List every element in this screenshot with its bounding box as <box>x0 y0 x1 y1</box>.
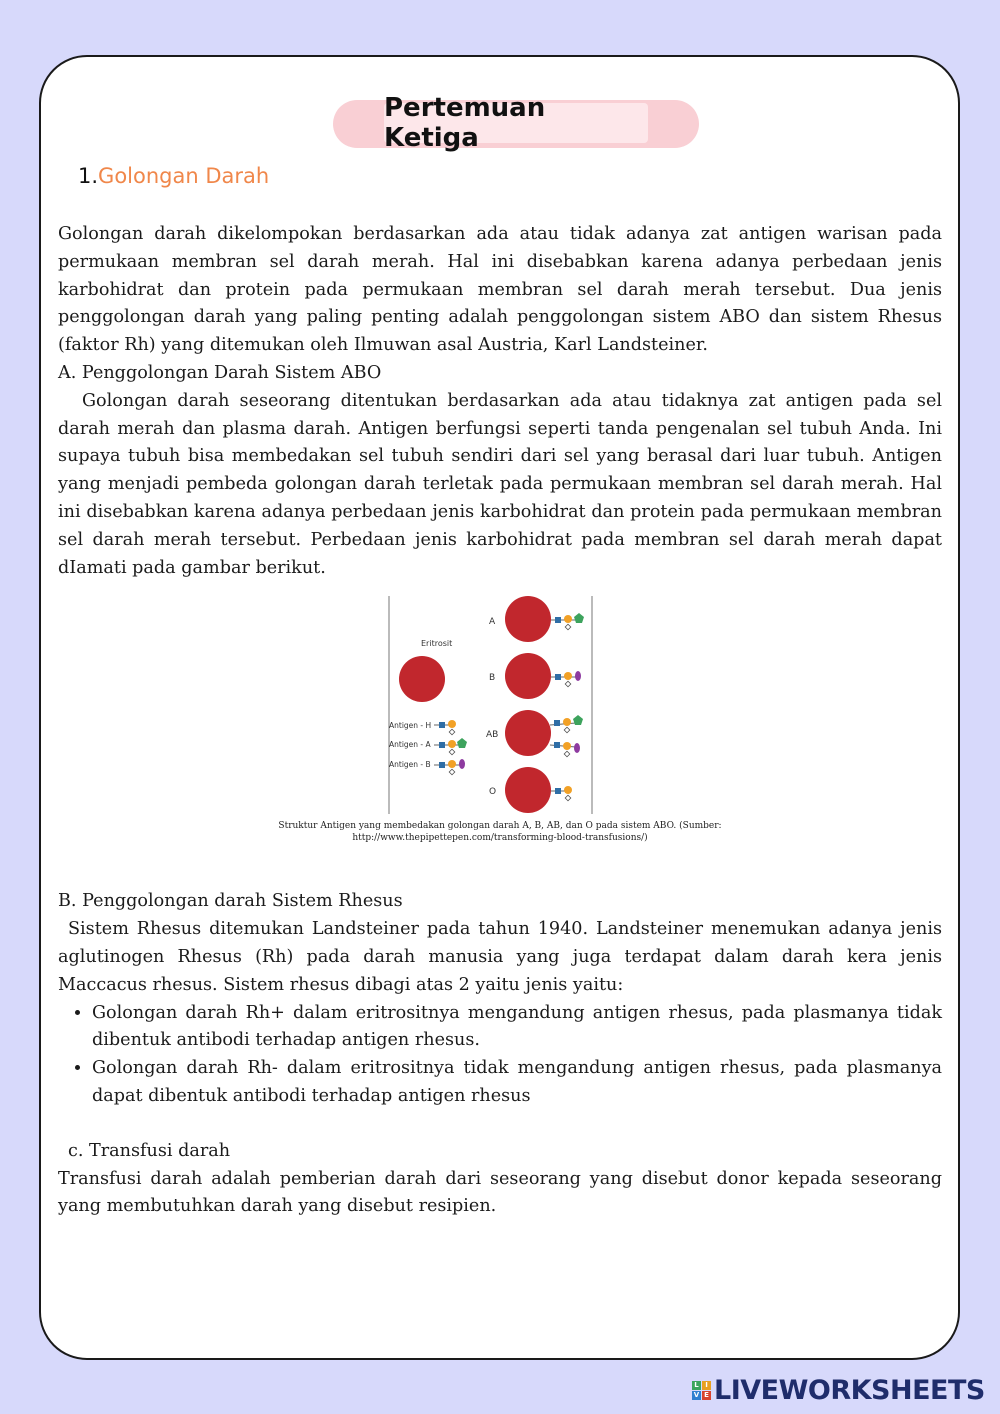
caption-line-1: Struktur Antigen yang membedakan golongan darah A, B, AB, dan O pada sistem ABO. (Sumber: <box>278 821 722 832</box>
antigen-b-label: Antigen - B <box>389 760 431 770</box>
antigen-a-label: Antigen - A <box>389 740 431 750</box>
rhesus-heading: B. Penggolongan darah Sistem Rhesus <box>58 891 403 912</box>
abo-antigen-figure <box>58 596 942 888</box>
list-item: • Golongan darah Rh+ dalam eritrositnya mengandung antigen rhesus, pada plasmanya tidak dibentuk antibodi terhadap antigen rhesus. <box>92 1000 942 1056</box>
group-ab-antigen <box>550 715 583 757</box>
section-number: 1. <box>78 164 99 188</box>
figure-caption <box>58 820 942 844</box>
group-o-label: O <box>489 787 497 798</box>
liveworksheets-logo[interactable] <box>692 1374 985 1406</box>
list-item: • Golongan darah Rh- dalam eritrositnya tidak mengandung antigen rhesus, pada plasmanya dapat dibentuk antibodi terhadap antigen rhesus <box>92 1055 942 1111</box>
antigen-b-icon <box>434 759 465 775</box>
group-a-cell <box>505 596 551 642</box>
worksheet-content <box>58 221 942 1221</box>
intro-paragraph: Golongan darah dikelompokan berdasarkan ada atau tidak adanya zat antigen warisan pada permukaan membran sel darah merah. Hal ini disebabkan karena adanya perbedaan jenis karbohidrat dan protein pada permukaan membran sel darah merah tersebut. Dua jenis penggolongan darah yang paling penting adalah penggolongan sistem ABO dan sistem Rhesus (faktor Rh) yang ditemukan oleh Ilmuwan asal Austria, Karl Landsteiner. <box>58 224 942 356</box>
logo-badge-icon: L I V E <box>692 1381 711 1400</box>
group-b-antigen <box>551 671 581 687</box>
group-ab-label: AB <box>486 730 499 741</box>
abo-diagram <box>386 596 594 814</box>
group-ab-cell <box>505 710 551 756</box>
eritrosit-label: Eritrosit <box>421 639 453 649</box>
group-o-cell <box>505 767 551 813</box>
page-title: Pertemuan Ketiga <box>384 103 648 143</box>
group-o-antigen <box>551 786 572 801</box>
antigen-a-icon <box>434 738 467 755</box>
group-b-cell <box>505 653 551 699</box>
transfusion-paragraph: Transfusi darah adalah pemberian darah dari seseorang yang disebut donor kepada seseorang yang membutuhkan darah yang disebut resipien. <box>58 1168 942 1217</box>
transfusion-heading: c. Transfusi darah <box>68 1140 231 1161</box>
antigen-h-icon <box>434 720 456 735</box>
logo-text: LIVEWORKSHEETS <box>714 1374 985 1406</box>
caption-source-line: http://www.thepipettepen.com/transforming-blood-transfusions/) <box>352 833 648 844</box>
group-a-label: A <box>489 617 496 628</box>
abo-heading: A. Penggolongan Darah Sistem ABO <box>58 362 382 383</box>
antigen-h-label: Antigen - H <box>389 721 432 731</box>
group-b-label: B <box>489 673 496 684</box>
group-a-antigen <box>551 613 584 630</box>
rhesus-paragraph: Sistem Rhesus ditemukan Landsteiner pada tahun 1940. Landsteiner menemukan adanya jenis aglutinogen Rhesus (Rh) pada darah manusia yang juga terdapat dalam darah kera jenis Maccacus rhesus. Sistem rhesus dibagi atas 2 yaitu jenis yaitu: <box>58 919 942 995</box>
section-heading <box>78 164 269 188</box>
abo-paragraph: Golongan darah seseorang ditentukan berdasarkan ada atau tidaknya zat antigen pada sel darah merah dan plasma darah. Antigen berfungsi seperti tanda pengenalan sel tubuh Anda. Ini supaya tubuh bisa membedakan sel tubuh sendiri dari sel yang berasal dari luar tubuh. Antigen yang menjadi pembeda golongan darah terletak pada permukaan membran sel darah merah. Hal ini disebabkan karena adanya perbedaan jenis karbohidrat dan protein pada permukaan membran sel darah merah tersebut. Perbedaan jenis karbohidrat pada membran sel darah merah dapat dIamati pada gambar berikut. <box>58 390 942 578</box>
section-title: Golongan Darah <box>98 164 270 188</box>
eritrosit-cell <box>399 656 445 702</box>
rhesus-list <box>58 1000 942 1111</box>
